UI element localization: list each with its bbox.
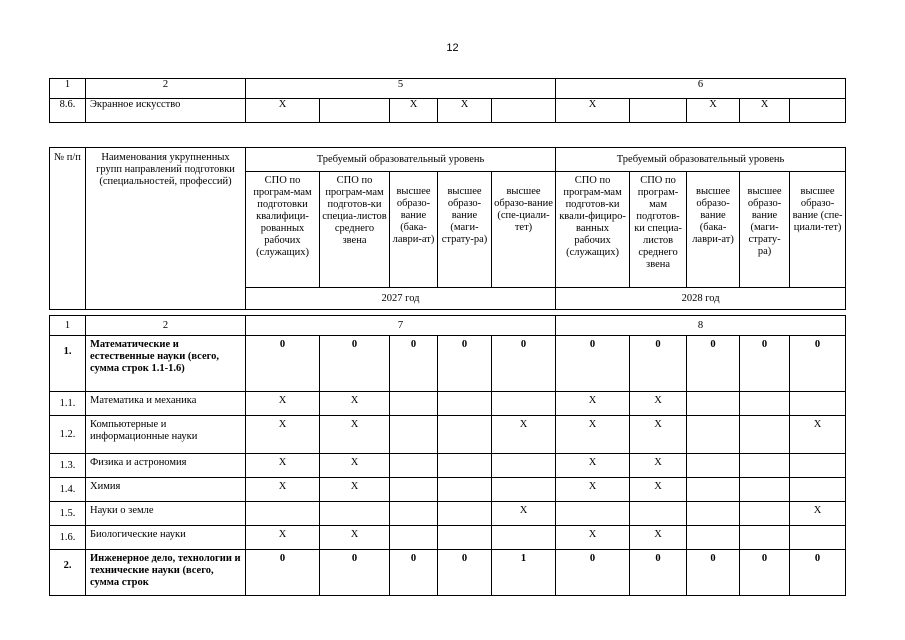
value-cell: [687, 392, 740, 416]
value-cell: [687, 478, 740, 502]
data-table: [49, 315, 846, 596]
value-cell: 0: [438, 550, 492, 596]
row-number: 1.3.: [50, 454, 86, 478]
row-number: 2.: [50, 550, 86, 596]
sub-header: высшее образо-вание (спе-циали-тет): [492, 172, 556, 288]
value-cell: 0: [630, 336, 687, 392]
value-cell: [438, 526, 492, 550]
value-cell: [740, 526, 790, 550]
value-cell: 0: [687, 336, 740, 392]
year-2028: 2028 год: [556, 288, 846, 310]
year-2027: 2027 год: [246, 288, 556, 310]
value-cell: Х: [246, 416, 320, 454]
value-cell: 0: [740, 550, 790, 596]
sub-header: СПО по програм-мам подготов-ки специа-листов среднего звена: [630, 172, 687, 288]
header-cell: 2: [86, 316, 246, 336]
value-cell: [438, 392, 492, 416]
value-cell: [687, 526, 740, 550]
value-cell: [687, 416, 740, 454]
row-name: Математические и естественные науки (всего, сумма строк 1.1-1.6): [86, 336, 246, 392]
value-cell: Х: [740, 99, 790, 123]
sub-header: высшее образо-вание (маги-страту-ра): [740, 172, 790, 288]
value-cell: Х: [790, 416, 846, 454]
value-cell: [492, 454, 556, 478]
value-cell: [438, 502, 492, 526]
value-cell: [390, 478, 438, 502]
value-cell: 0: [740, 336, 790, 392]
row-number: 1.2.: [50, 416, 86, 454]
sub-header: высшее образо-вание (спе-циали-тет): [790, 172, 846, 288]
value-cell: [390, 454, 438, 478]
sub-header: высшее образо-вание (маги-страту-ра): [438, 172, 492, 288]
number-column-header: № п/п: [50, 148, 86, 310]
table-row: [50, 336, 846, 392]
value-cell: [492, 392, 556, 416]
value-cell: Х: [320, 392, 390, 416]
header-cell: 1: [50, 316, 86, 336]
value-cell: [740, 416, 790, 454]
value-cell: 0: [320, 336, 390, 392]
row-number: 1.1.: [50, 392, 86, 416]
row-number: 8.6.: [50, 99, 86, 123]
value-cell: Х: [630, 392, 687, 416]
value-cell: 0: [630, 550, 687, 596]
value-cell: [492, 99, 556, 123]
value-cell: [246, 502, 320, 526]
value-cell: [438, 416, 492, 454]
value-cell: [790, 454, 846, 478]
header-cell: 5: [246, 79, 556, 99]
value-cell: [790, 99, 846, 123]
table-row: [50, 478, 846, 502]
table-row: [50, 550, 846, 596]
value-cell: Х: [320, 454, 390, 478]
value-cell: [320, 502, 390, 526]
value-cell: Х: [246, 526, 320, 550]
value-cell: 1: [492, 550, 556, 596]
value-cell: Х: [630, 526, 687, 550]
sub-header: СПО по програм-мам подготов-ки квали-фициро-ванных рабочих (служащих): [556, 172, 630, 288]
value-cell: [438, 478, 492, 502]
value-cell: [390, 502, 438, 526]
value-cell: [438, 454, 492, 478]
value-cell: [740, 502, 790, 526]
value-cell: [320, 99, 390, 123]
value-cell: Х: [246, 478, 320, 502]
value-cell: 0: [556, 550, 630, 596]
value-cell: 0: [556, 336, 630, 392]
value-cell: [390, 392, 438, 416]
value-cell: Х: [246, 454, 320, 478]
value-cell: Х: [556, 99, 630, 123]
value-cell: 0: [246, 336, 320, 392]
value-cell: 0: [492, 336, 556, 392]
table-row: [50, 502, 846, 526]
value-cell: Х: [320, 478, 390, 502]
value-cell: 0: [390, 550, 438, 596]
value-cell: 0: [320, 550, 390, 596]
header-cell: 6: [556, 79, 846, 99]
sub-header: высшее образо-вание (бака-лаври-ат): [687, 172, 740, 288]
sub-header: СПО по програм-мам подготов-ки специа-листов среднего звена: [320, 172, 390, 288]
row-name: Экранное искусство: [86, 99, 246, 123]
value-cell: Х: [320, 416, 390, 454]
table-row: [50, 392, 846, 416]
value-cell: Х: [320, 526, 390, 550]
row-name: Биологические науки: [86, 526, 246, 550]
value-cell: Х: [492, 416, 556, 454]
table-row: [50, 526, 846, 550]
value-cell: [790, 478, 846, 502]
row-name: Физика и астрономия: [86, 454, 246, 478]
value-cell: [492, 526, 556, 550]
level-group-header-2027: Требуемый образовательный уровень: [246, 148, 556, 172]
row-number: 1.6.: [50, 526, 86, 550]
value-cell: Х: [492, 502, 556, 526]
value-cell: Х: [556, 454, 630, 478]
value-cell: [790, 526, 846, 550]
value-cell: Х: [556, 526, 630, 550]
row-name: Компьютерные и информационные науки: [86, 416, 246, 454]
value-cell: 0: [390, 336, 438, 392]
value-cell: Х: [630, 454, 687, 478]
value-cell: Х: [390, 99, 438, 123]
value-cell: Х: [246, 392, 320, 416]
row-name: Науки о земле: [86, 502, 246, 526]
value-cell: [492, 478, 556, 502]
row-name: Инженерное дело, технологии и технические науки (всего, сумма строк: [86, 550, 246, 596]
value-cell: Х: [687, 99, 740, 123]
value-cell: Х: [630, 478, 687, 502]
table-row: [50, 454, 846, 478]
sub-header: высшее образо-вание (бака-лаври-ат): [390, 172, 438, 288]
value-cell: Х: [790, 502, 846, 526]
value-cell: [630, 502, 687, 526]
name-column-header: Наименования укрупненных групп направлений подготовки (специальностей, профессий): [86, 148, 246, 310]
value-cell: [390, 416, 438, 454]
value-cell: 0: [687, 550, 740, 596]
value-cell: 0: [790, 550, 846, 596]
value-cell: Х: [556, 478, 630, 502]
value-cell: [687, 454, 740, 478]
column-header-table: [49, 147, 846, 310]
value-cell: 0: [438, 336, 492, 392]
value-cell: [390, 526, 438, 550]
header-cell: 1: [50, 79, 86, 99]
value-cell: 0: [790, 336, 846, 392]
value-cell: Х: [556, 392, 630, 416]
value-cell: [740, 454, 790, 478]
value-cell: Х: [246, 99, 320, 123]
value-cell: [790, 392, 846, 416]
row-name: Химия: [86, 478, 246, 502]
value-cell: 0: [246, 550, 320, 596]
value-cell: [630, 99, 687, 123]
header-cell: 7: [246, 316, 556, 336]
level-group-header-2028: Требуемый образовательный уровень: [556, 148, 846, 172]
value-cell: Х: [556, 416, 630, 454]
value-cell: Х: [630, 416, 687, 454]
value-cell: [740, 478, 790, 502]
value-cell: Х: [438, 99, 492, 123]
row-number: 1.4.: [50, 478, 86, 502]
table-row: [50, 416, 846, 454]
row-number: 1.5.: [50, 502, 86, 526]
row-name: Математика и механика: [86, 392, 246, 416]
row-number: 1.: [50, 336, 86, 392]
value-cell: [556, 502, 630, 526]
value-cell: [687, 502, 740, 526]
value-cell: [740, 392, 790, 416]
header-cell: 8: [556, 316, 846, 336]
continuation-table: [49, 78, 846, 123]
sub-header: СПО по програм-мам подготовки квалифици-рованных рабочих (служащих): [246, 172, 320, 288]
page-number: 12: [446, 42, 459, 54]
header-cell: 2: [86, 79, 246, 99]
